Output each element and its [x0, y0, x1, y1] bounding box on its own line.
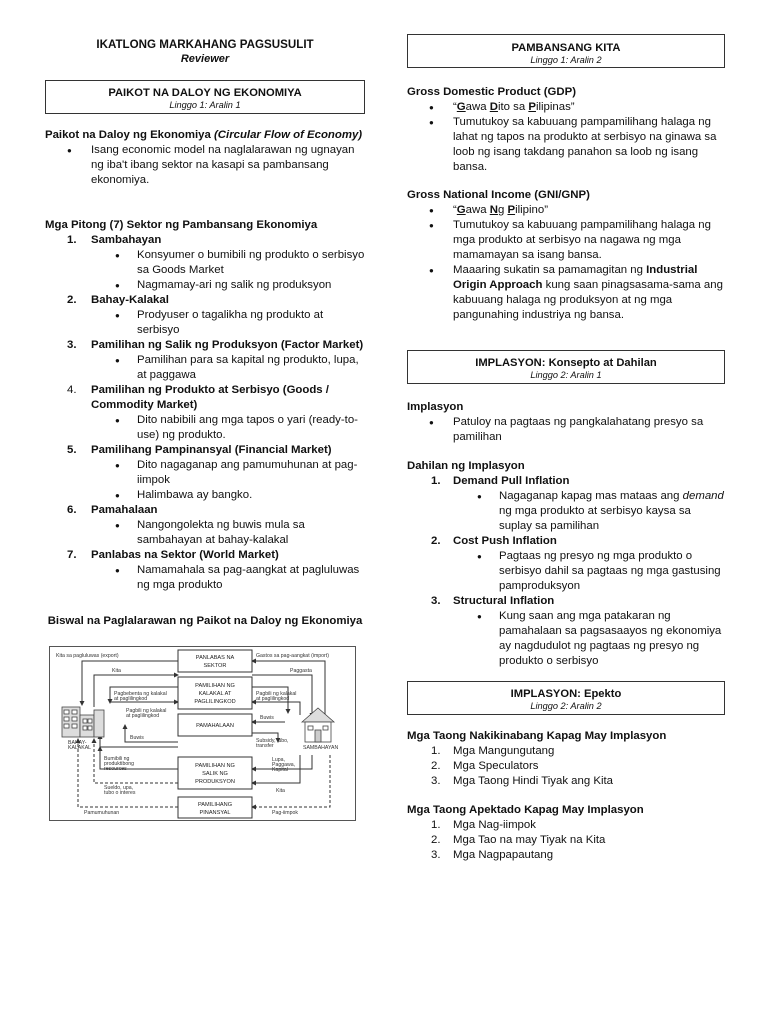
gdp-acronym: [407, 100, 725, 115]
dahilan-text-pre: Nagaganap kapag mas mataas ang: [499, 490, 683, 502]
label-pagbili2-1: Pagbili ng kalakal: [126, 708, 167, 714]
sector-bullet: ● Dito nagaganap ang pamumuhunan at pag-iimpok: [45, 458, 365, 488]
gdp-block: [407, 85, 725, 175]
sector-title: Pamilihang Pampinansyal (Financial Market): [91, 444, 332, 456]
sector-number: 4.: [67, 384, 77, 396]
gni-acronym: [407, 203, 725, 218]
sector-item: [45, 548, 365, 593]
dahilan-text: ● Kung saan ang mga patakaran ng pamahalaan sa pagsasaayos ng ekonomiya ay nagdudulot ng pagtaas ng presyo ng produkto o serbisyo: [407, 609, 725, 669]
dahilan-number: 2.: [431, 535, 441, 547]
intro-heading-bold: Paikot na Daloy ng Ekonomiya: [45, 129, 215, 141]
sambahayan-house-icon: [302, 708, 334, 742]
list-text: Mga Nagpapautang: [453, 849, 554, 861]
sector-title: Bahay-Kalakal: [91, 294, 169, 306]
implasyon-definition: ● Patuloy na pagtaas ng pangkalahatang presyo sa pamilihan: [407, 415, 725, 445]
section-box-title: PAMBANSANG KITA: [511, 42, 621, 54]
list-text: Mga Speculators: [453, 760, 539, 772]
gdp-letter-p: P: [528, 101, 536, 113]
gni-block: [407, 188, 725, 323]
gni-letter-p: P: [507, 204, 516, 216]
label-sueldo-2: tubo o interes: [104, 790, 136, 796]
sector-bullet: ● Nagmamay-ari ng salik ng produksyon: [45, 278, 365, 293]
list-number: 1.: [431, 819, 441, 831]
sector-title: Pamahalaan: [91, 504, 158, 516]
label-export: Kita sa pagluluwas (export): [56, 653, 119, 659]
dahilan-item: [407, 594, 725, 669]
box-salik-line1: PAMILIHAN NG: [195, 763, 235, 769]
sector-title: Panlabas na Sektor (World Market): [91, 549, 279, 561]
sector-item: [45, 338, 365, 383]
label-pagbebenta-1: Pagbebenta ng kalakal: [114, 691, 167, 697]
label-import: Gastos sa pag-aangkat (import): [256, 653, 329, 659]
sector-item: [45, 443, 365, 503]
diagram-title: Biswal na Paglalarawan ng Paikot na Daloy ng Ekonomiya: [47, 615, 363, 627]
dahilan-text: ● Pagtaas ng presyo ng mga produkto o serbisyo dahil sa pagtaas ng mga gastusing pamproduksyon: [407, 549, 725, 594]
dahilan-heading: Dahilan ng Implasyon: [407, 460, 525, 472]
sector-item: [45, 233, 365, 293]
sector-bullet: ● Nangongolekta ng buwis mula sa sambahayan at bahay-kalakal: [45, 518, 365, 548]
sector-bullet: ● Pamilihan para sa kapital ng produkto, lupa, at paggawa: [45, 353, 365, 383]
list-number: 3.: [431, 775, 441, 787]
list-item: [407, 744, 725, 759]
box-salik-line3: PRODUKSYON: [195, 779, 235, 785]
dahilan-number: 3.: [431, 595, 441, 607]
section-box-pambansang-kita: [407, 34, 725, 68]
gni-letter-g: G: [456, 204, 466, 216]
circular-flow-svg: [50, 647, 355, 820]
gdp-heading: Gross Domestic Product (GDP): [407, 86, 576, 98]
document-subtitle: Reviewer: [180, 53, 230, 65]
gni-heading: Gross National Income (GNI/GNP): [407, 189, 590, 201]
sector-number: 6.: [67, 504, 77, 516]
dahilan-item: [407, 534, 725, 594]
label-pagbili-1: Pagbili ng kalakal: [256, 691, 297, 697]
gdp-word-ito: ito sa: [497, 101, 529, 113]
list-text: Mga Taong Hindi Tiyak ang Kita: [453, 775, 613, 787]
implasyon-heading: Implasyon: [407, 401, 464, 413]
nakikinabang-block: [407, 729, 725, 789]
gdp-definition: ● Tumutukoy sa kabuuang pampamilihang halaga ng lahat ng tapos na produkto at serbisyo na ginawa sa loob ng isang takdang panahon sa loob ng isang bansa.: [407, 115, 725, 175]
apektado-heading: Mga Taong Apektado Kapag May Implasyon: [407, 804, 644, 816]
gni-word-g: g: [497, 204, 508, 216]
section-box-implasyon-konsepto: [407, 350, 725, 384]
sector-item: [45, 383, 365, 443]
gdp-letter-g: G: [456, 101, 466, 113]
label-pagbebenta-2: at paglilingkod: [114, 696, 148, 702]
list-item: [407, 759, 725, 774]
intro-block: [45, 128, 365, 188]
gni-approach-post: kung saan pinagsasama-sama ang kabuuang halaga ng produksyon at ng mga pangunahing industriya ng bansa.: [453, 279, 723, 321]
label-kita-bottom: Kita: [276, 788, 285, 794]
section-box-sub: Linggo 2: Aralin 2: [530, 701, 602, 711]
section-box-title: IMPLASYON: Epekto: [510, 688, 622, 700]
circular-flow-diagram: [49, 646, 356, 821]
label-bahay-kalakal-2: KALAKAL: [68, 745, 92, 751]
sector-bullet: ● Konsyumer o bumibili ng produkto o serbisyo sa Goods Market: [45, 248, 365, 278]
box-salik-line2: SALIK NG: [202, 771, 228, 777]
list-item: [407, 833, 725, 848]
sector-item: [45, 503, 365, 548]
nakikinabang-heading: Mga Taong Nakikinabang Kapag May Implasyon: [407, 730, 667, 742]
apektado-block: [407, 803, 725, 863]
gni-approach-pre: Maaaring sukatin sa pamamagitan ng: [453, 264, 647, 276]
dahilan-title: Demand Pull Inflation: [453, 475, 570, 487]
dahilan-text-post: ng mga produkto at serbisyo kaysa sa suplay sa pamilihan: [499, 505, 691, 532]
sector-number: 1.: [67, 234, 77, 246]
label-pag-iimpok: Pag-iimpok: [272, 810, 298, 816]
label-subsidy-2: transfer: [256, 743, 274, 749]
gdp-word-awa: awa: [465, 101, 490, 113]
dahilan-title: Cost Push Inflation: [453, 535, 557, 547]
box-kalakal-line2: KALAKAL AT: [198, 691, 232, 697]
label-kita-top: Kita: [112, 668, 121, 674]
dahilan-number: 1.: [431, 475, 441, 487]
dahilan-text: [407, 489, 725, 534]
implasyon-block: [407, 400, 725, 445]
sector-title: Sambahayan: [91, 234, 162, 246]
section-box-sub: Linggo 2: Aralin 1: [530, 370, 602, 380]
list-text: Mga Nag-iimpok: [453, 819, 536, 831]
sector-item: [45, 293, 365, 338]
sectors-heading: Mga Pitong (7) Sektor ng Pambansang Ekonomiya: [45, 219, 318, 231]
label-sambahayan: SAMBAHAYAN: [303, 745, 339, 751]
intro-heading-italic: (Circular Flow of Economy): [214, 129, 363, 141]
label-bahay-kalakal-1: BAHAY-: [68, 740, 87, 746]
section-box-implasyon-epekto: [407, 681, 725, 715]
list-number: 3.: [431, 849, 441, 861]
section-box-title: IMPLASYON: Konsepto at Dahilan: [475, 357, 657, 369]
label-buwis-top: Buwis: [260, 715, 274, 721]
dahilan-title: Structural Inflation: [453, 595, 555, 607]
label-bumibili-3: resources: [104, 766, 127, 772]
list-item: [407, 818, 725, 833]
gni-word-awa: awa: [465, 204, 490, 216]
gni-approach-bold: Industrial Origin Approach: [453, 264, 698, 291]
label-buwis-left: Buwis: [130, 735, 144, 741]
sector-bullet: ● Halimbawa ay bangko.: [45, 488, 365, 503]
list-text: Mga Tao na may Tiyak na Kita: [453, 834, 606, 846]
gdp-word-ilipinas: ilipinas”: [535, 101, 575, 113]
list-text: Mga Mangungutang: [453, 745, 555, 757]
gdp-quote-open: “: [453, 101, 457, 113]
label-sueldo-1: Sueldo, upa,: [104, 785, 134, 791]
sector-number: 2.: [67, 294, 77, 306]
sector-title: Pamilihan ng Produkto at Serbisyo (Goods / Commodity Market): [91, 384, 329, 411]
sector-number: 7.: [67, 549, 77, 561]
intro-bullet: ● Isang economic model na naglalarawan ng ugnayan ng iba't ibang sektor na kasapi sa pambansang ekonomiya.: [45, 143, 365, 188]
label-lupa-2: Paggawa,: [272, 762, 296, 768]
label-pagbili-2: at paglilingkod: [256, 696, 290, 702]
label-pagbili2-2: at paglilingkod: [126, 713, 160, 719]
section-box-sub: Linggo 1: Aralin 2: [530, 55, 602, 65]
box-kalakal-line1: PAMILIHAN NG: [195, 683, 235, 689]
dahilan-item: [407, 474, 725, 534]
bahay-kalakal-icon: [62, 707, 104, 737]
gni-approach: [407, 263, 725, 323]
gni-word-ilipino: ilipino”: [515, 204, 548, 216]
list-number: 1.: [431, 745, 441, 757]
intro-heading: [45, 128, 365, 143]
sector-number: 3.: [67, 339, 77, 351]
box-panlabas-line1: PANLABAS NA: [195, 655, 235, 661]
label-subsidy-1: Subsidy, tubo,: [256, 738, 289, 744]
sector-bullet: ● Prodyuser o tagalikha ng produkto at serbisyo: [45, 308, 365, 338]
list-item: [407, 848, 725, 863]
gni-definition: ● Tumutukoy sa kabuuang pampamilihang halaga ng mga produkto at serbisyo na nagawa ng mga mamamayan sa isang bansa.: [407, 218, 725, 263]
gdp-letter-d: D: [489, 101, 498, 113]
sector-title: Pamilihan ng Salik ng Produksyon (Factor Market): [91, 339, 364, 351]
label-bumibili-1: Bumibili ng: [104, 756, 130, 762]
box-panlabas-line2: SEKTOR: [203, 663, 227, 669]
box-pamahalaan-label: PAMAHALAAN: [196, 723, 234, 729]
list-number: 2.: [431, 834, 441, 846]
label-lupa-3: Kapital: [272, 767, 288, 773]
gni-letter-n: N: [489, 204, 498, 216]
label-pamumuhunan: Pamumuhunan: [84, 810, 120, 816]
sectors-block: [45, 218, 365, 593]
gni-quote-open: “: [453, 204, 457, 216]
label-lupa-1: Lupa,: [272, 757, 285, 763]
sector-number: 5.: [67, 444, 77, 456]
document-title: IKATLONG MARKAHANG PAGSUSULIT: [96, 38, 314, 51]
sector-bullet: ● Dito nabibili ang mga tapos o yari (ready-to-use) ng produkto.: [45, 413, 365, 443]
section-box-title: PAIKOT NA DALOY NG EKONOMIYA: [108, 87, 302, 99]
sector-bullet: ● Namamahala sa pag-aangkat at pagluluwas ng mga produkto: [45, 563, 365, 593]
list-number: 2.: [431, 760, 441, 772]
dahilan-text-italic: demand: [682, 490, 724, 502]
box-pinansyal-line1: PAMILIHANG: [197, 802, 233, 808]
box-kalakal-line3: PAGLILINGKOD: [194, 699, 236, 705]
dahilan-block: [407, 459, 725, 669]
section-box-sub: Linggo 1: Aralin 1: [169, 100, 241, 110]
label-paggasta: Paggasta: [290, 668, 312, 674]
section-box-paikot: [45, 80, 365, 114]
box-pinansyal-line2: PINANSYAL: [199, 810, 231, 816]
list-item: [407, 774, 725, 789]
label-bumibili-2: produktibong: [104, 761, 134, 767]
